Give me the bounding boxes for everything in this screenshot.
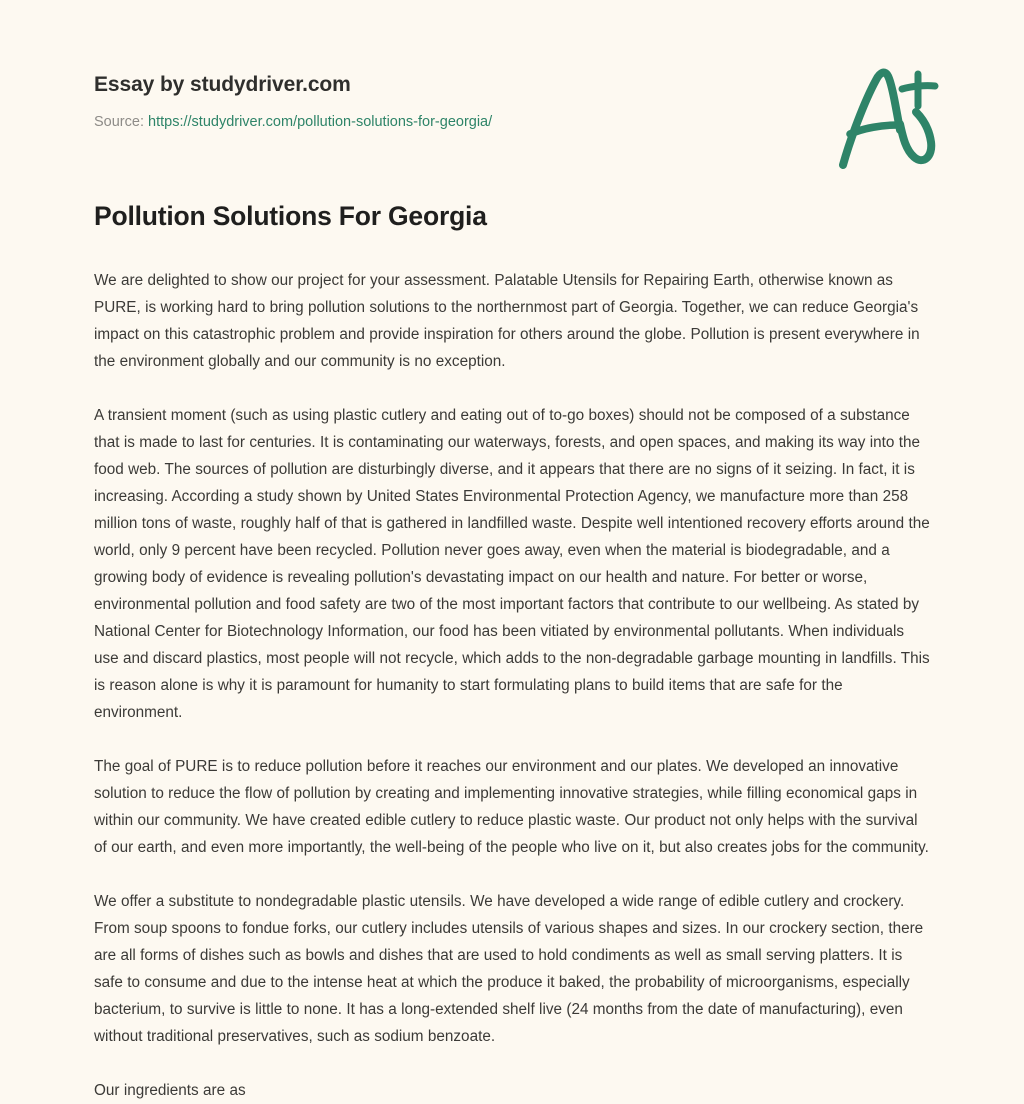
paragraph: The goal of PURE is to reduce pollution before it reaches our environment and our plates. We developed an innovative solution to reduce the flow of pollution by creating and implementing innovative strategies, while filling economical gaps in within our community. We have created edible cutlery to reduce plastic waste. Our product not only helps with the survival of our earth, and even more importantly, the well-being of the people who live on it, but also creates jobs for the community. bbox=[94, 758, 929, 857]
byline: Essay by studydriver.com bbox=[94, 73, 351, 96]
paragraph: We offer a substitute to nondegradable plastic utensils. We have developed a wide range of edible cutlery and crockery. From soup spoons to fondue forks, our cutlery includes utensils of various shapes and sizes. In our crockery section, there are all forms of dishes such as bowls and dishes that are used to hold condiments as well as small serving platters. It is safe to consume and due to the intense heat at which the produce it baked, the probability of microorganisms, especially bacterium, to survive is little to none. It has a long-extended shelf live (24 months from the date of manufacturing), even without traditional preservatives, such as sodium benzoate. bbox=[94, 893, 924, 1046]
source-line bbox=[94, 113, 944, 132]
article bbox=[0, 200, 1024, 1104]
paragraph: We are delighted to show our project for your assessment. Palatable Utensils for Repairing Earth, otherwise known as PURE, is working hard to bring pollution solutions to the northernmost part of Georgia. Together, we can reduce Georgia's impact on this catastrophic problem and provide inspiration for others around the globe. Pollution is present everywhere in the environment globally and our community is no exception. bbox=[94, 272, 920, 371]
source-link[interactable]: https://studydriver.com/pollution-solutions-for-georgia/ bbox=[148, 114, 493, 131]
a-plus-logo-icon bbox=[830, 62, 946, 172]
paragraph: A transient moment (such as using plastic cutlery and eating out of to-go boxes) should not be composed of a substance that is made to last for centuries. It is contaminating our waterways, forests, and open spaces, and making its way into the food web. The sources of pollution are disturbingly diverse, and it appears that there are no signs of it seizing. In fact, it is increasing. According a study shown by United States Environmental Protection Agency, we manufacture more than 258 million tons of waste, roughly half of that is gathered in landfilled waste. Despite well intentioned recovery efforts around the world, only 9 percent have been recycled. Pollution never goes away, even when the material is biodegradable, and a growing body of evidence is revealing pollution's devastating impact on our health and nature. For better or worse, environmental pollution and food safety are two of the most important factors that contribute to our wellbeing. As stated by National Center for Biotechnology Information, our food has been vitiated by environmental pollutants. When individuals use and discard plastics, most people will not recycle, which adds to the non-degradable garbage mounting in landfills. This is reason alone is why it is paramount for humanity to start formulating plans to build items that are safe for the environment. bbox=[94, 407, 930, 722]
a-plus-logo-svg bbox=[830, 62, 946, 172]
source-label: Source: bbox=[94, 114, 144, 131]
paragraph: Our ingredients are as bbox=[94, 1082, 246, 1100]
page-title: Pollution Solutions For Georgia bbox=[94, 201, 487, 231]
article-body bbox=[94, 267, 930, 1104]
page-header bbox=[0, 0, 1024, 200]
